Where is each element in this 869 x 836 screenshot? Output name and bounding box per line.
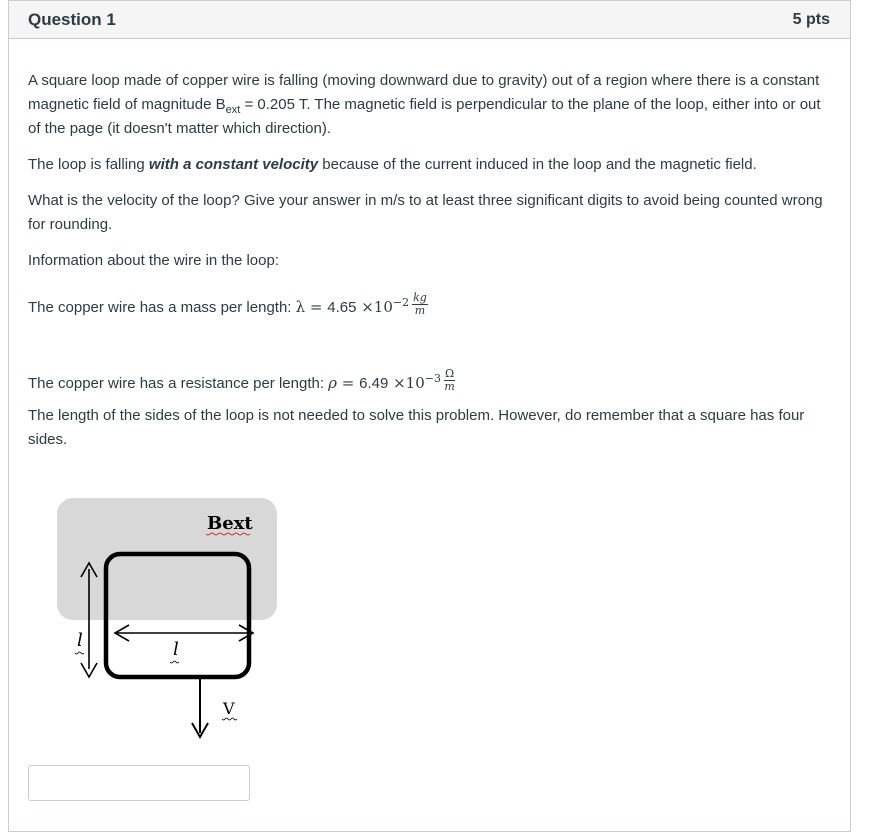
velocity-label: V [223, 699, 235, 718]
lambda-times: ×10 [356, 298, 393, 316]
paragraph-info: Information about the wire in the loop: [28, 252, 279, 269]
bottom-side-label: l [173, 639, 179, 660]
mass-per-length-line [28, 291, 428, 321]
question-card [8, 0, 851, 832]
rho-unit-numerator: Ω [444, 366, 455, 380]
setup-subscript: ext [225, 104, 241, 116]
lambda-exponent: −2 [392, 296, 410, 309]
question-title: Question 1 [28, 9, 116, 29]
rho-equals: = [337, 374, 360, 392]
mass-per-length-text: The copper wire has a mass per length: [28, 299, 296, 316]
falling-loop-diagram [49, 491, 289, 741]
rho-unit-denominator: m [444, 379, 455, 393]
lambda-unit [412, 292, 428, 317]
question-points: 5 pts [792, 10, 830, 28]
lambda-unit-denominator: m [414, 303, 426, 317]
answer-input[interactable] [28, 765, 250, 801]
setup-text-a: A square loop made of copper wire is falling (moving downward due to gravity) out of a region where there is a constant magnetic field of magnitude B [28, 72, 820, 113]
rho-times: ×10 [388, 374, 425, 392]
rho-symbol: ρ [328, 374, 337, 392]
rho-value: 6.49 [359, 375, 389, 392]
question-header [9, 1, 850, 39]
bottom-label-squiggle [170, 661, 179, 663]
lambda-symbol: λ [295, 298, 306, 316]
resistance-per-length-text: The copper wire has a resistance per length: [28, 375, 329, 392]
cv-text-b: because of the current induced in the loop and the magnetic field. [318, 156, 757, 173]
left-label-squiggle [75, 652, 84, 654]
cv-text-a: The loop is falling [28, 156, 149, 173]
rho-unit [444, 368, 455, 393]
question-body [28, 69, 833, 448]
field-label: Bext [207, 513, 253, 534]
paragraph-question: What is the velocity of the loop? Give your answer in m/s to at least three significant digits to avoid being counted wrong for rounding. [28, 192, 823, 233]
lambda-equals: = [305, 298, 328, 316]
lambda-value: 4.65 [327, 299, 357, 316]
resistance-per-length-line [28, 367, 455, 397]
paragraph-side-length: The length of the sides of the loop is not needed to solve this problem. However, do remember that a square has four sides. [28, 407, 805, 448]
paragraph-constant-velocity [28, 153, 833, 177]
setup-text-b: = 0.205 T. The magnetic field is perpendicular to the plane of the loop, either into or out of the page (it doesn't matter which direction). [28, 96, 821, 137]
rho-exponent: −3 [424, 372, 441, 385]
cv-emphasis: with a constant velocity [148, 156, 319, 173]
velocity-label-squiggle [222, 718, 237, 720]
lambda-unit-numerator: kg [413, 290, 427, 304]
paragraph-setup [28, 69, 833, 141]
left-side-label: l [77, 630, 83, 651]
